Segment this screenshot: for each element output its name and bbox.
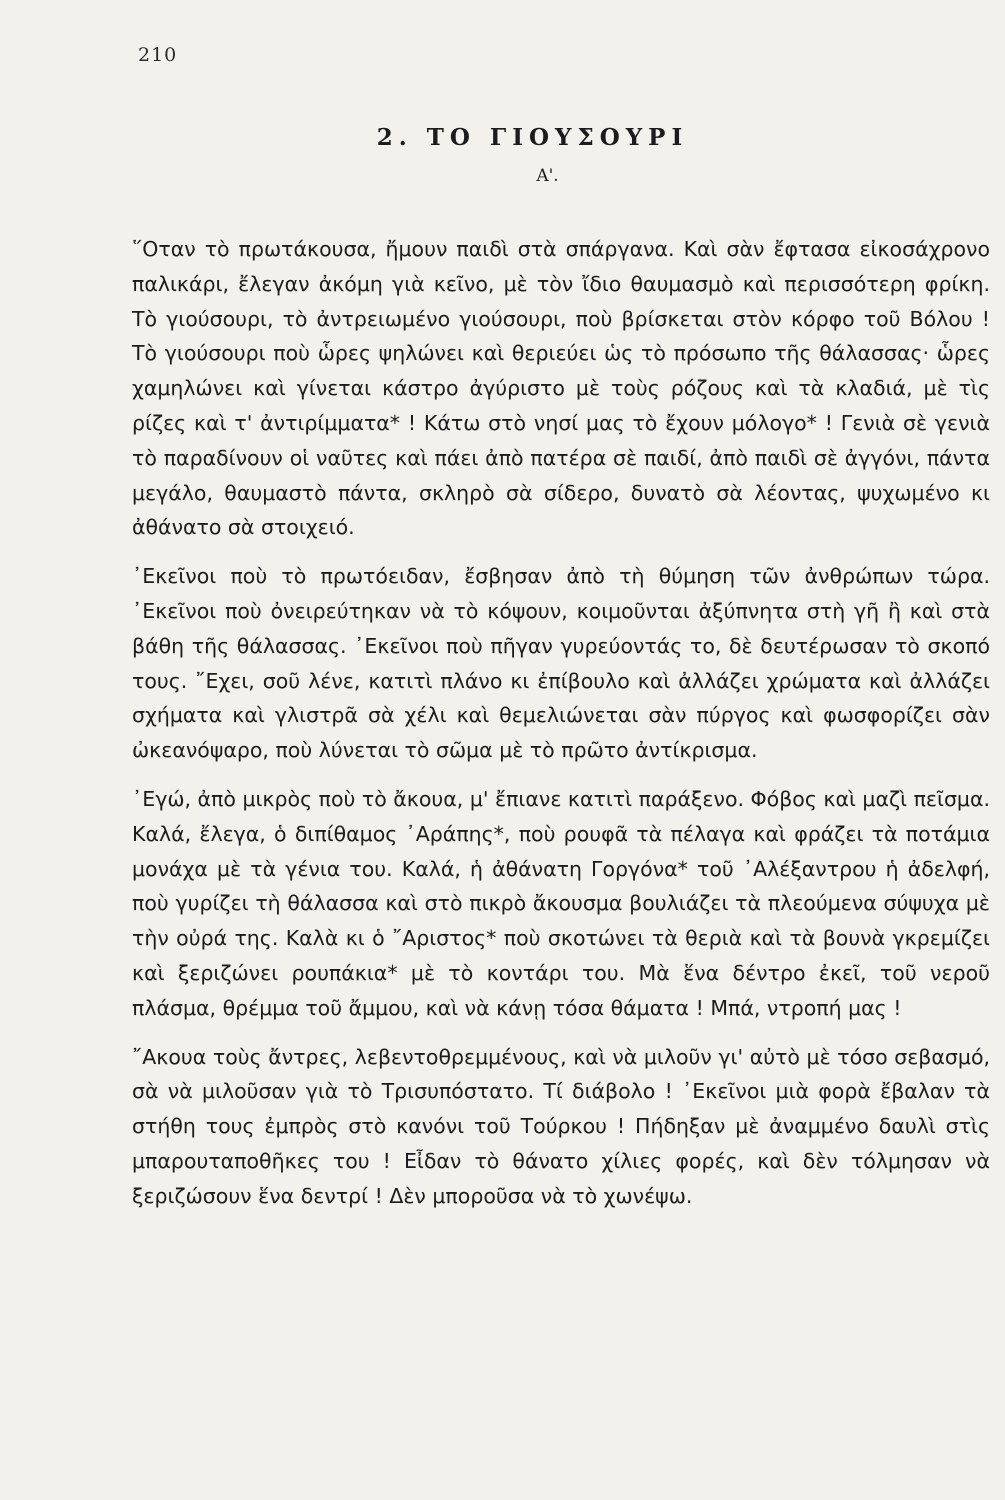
paragraph-2: ᾿Εκεῖνοι ποὺ τὸ πρωτόειδαν, ἔσβησαν ἀπὸ τὴ θύμηση τῶν ἀνθρώπων τώρα. ᾿Εκεῖνοι ποὺ ὀνειρεύτηκαν νὰ τὸ κόψουν, κοιμοῦνται ἀξύπνητα στὴ γῆ ἢ καὶ στὰ βάθη τῆς θάλασσας. ᾿Εκεῖνοι ποὺ πῆγαν γυρεύοντάς το, δὲ δευτέρωσαν τὸ σκοπό τους. ῎Εχει, σοῦ λένε, κατιτὶ πλάνο κι ἐπίβουλο καὶ ἀλλάζει χρώματα καὶ ἀλλάζει σχήματα καὶ γλιστρᾶ σὰ χέλι καὶ θεμελιώνεται σὰν πύργος καὶ φωσφορίζει σὰν ὠκεανόψαρο, ποὺ λύνεται τὸ σῶμα μὲ τὸ πρῶτο ἀντίκρισμα. [132, 564, 990, 763]
chapter-title: 2. ΤΟ ΓΙΟΥΣΟΥΡΙ [376, 124, 689, 151]
body-text [132, 232, 990, 1228]
paragraph-3: ᾿Εγώ, ἀπὸ μικρὸς ποὺ τὸ ἄκουα, μ' ἔπιανε κατιτὶ παράξενο. Φόβος καὶ μαζὶ πεῖσμα. Καλά, ἔλεγα, ὁ διπίθαμος ᾿Αράπης*, ποὺ ρουφᾶ τὰ πέλαγα καὶ φράζει τὰ ποτάμια μονάχα μὲ τὰ γένια του. Καλά, ἡ ἀθάνατη Γοργόνα* τοῦ ᾿Αλέξαντρου ἡ ἀδελφή, ποὺ γυρίζει τὴ θάλασσα καὶ στὸ πικρὸ ἄκουσμα βουλιάζει τὰ πλεούμενα σύψυχα μὲ τὴν οὐρά της. Καλὰ κι ὁ ῎Αριστος* ποὺ σκοτώνει τὰ θεριὰ καὶ τὰ βουνὰ γκρεμίζει καὶ ξεριζώνει ρουπάκια* μὲ τὸ κοντάρι του. Μὰ ἕνα δέντρο ἐκεῖ, τοῦ νεροῦ πλάσμα, θρέμμα τοῦ ἄμμου, καὶ νὰ κάνῃ τόσα θάματα ! Μπά, ντροπή μας ! [132, 786, 991, 1020]
paragraph-4: ῎Ακουα τοὺς ἄντρες, λεβεντοθρεμμένους, καὶ νὰ μιλοῦν γι' αὐτὸ μὲ τόσο σεβασμό, σὰ νὰ μιλοῦσαν γιὰ τὸ Τρισυπόστατο. Τί διάβολο ! ᾿Εκεῖνοι μιὰ φορὰ ἔβαλαν τὰ στήθη τους ἐμπρὸς στὸ κανόνι τοῦ Τούρκου ! Πήδηξαν μὲ ἀναμμένο δαυλὶ στὶς μπαρουταποθῆκες του ! Εἶδαν τὸ θάνατο χίλιες φορές, καὶ δὲν τόλμησαν νὰ ξεριζώσουν ἕνα δεντρί ! Δὲν μποροῦσα νὰ τὸ χωνέψω. [132, 1044, 990, 1208]
page-number: 210 [138, 44, 178, 66]
paragraph-1: ῞Οταν τὸ πρωτάκουσα, ἤμουν παιδὶ στὰ σπάργανα. Καὶ σὰν ἔφτασα εἰκοσάχρονο παλικάρι, ἔλεγαν ἀκόμη γιὰ κεῖνο, μὲ τὸν ἴδιο θαυμασμὸ καὶ περισσότερη φρίκη. Τὸ γιούσουρι, τὸ ἀντρειωμένο γιούσουρι, ποὺ βρίσκεται στὸν κόρφο τοῦ Βόλου ! Τὸ γιούσουρι ποὺ ὧρες ψηλώνει καὶ θεριεύει ὡς τὸ πρόσωπο τῆς θάλασσας· ὧρες χαμηλώνει καὶ γίνεται κάστρο ἀγύριστο μὲ τοὺς ρόζους καὶ τὰ κλαδιά, μὲ τὶς ρίζες καὶ τ' ἀντιρίμματα* ! Κάτω στὸ νησί μας τὸ ἔχουν μόλογο* ! Γενιὰ σὲ γενιὰ τὸ παραδίνουν οἱ ναῦτες καὶ πάει ἀπὸ πατέρα σὲ παιδί, ἀπὸ παιδὶ σὲ ἀγγόνι, πάντα μεγάλο, θαυμαστὸ πάντα, σκληρὸ σὰ σίδερο, δυνατὸ σὰ λέοντας, ψυχωμένο κι ἀθάνατο σὰ στοιχειό. [132, 237, 990, 540]
section-label: Α'. [536, 166, 559, 186]
